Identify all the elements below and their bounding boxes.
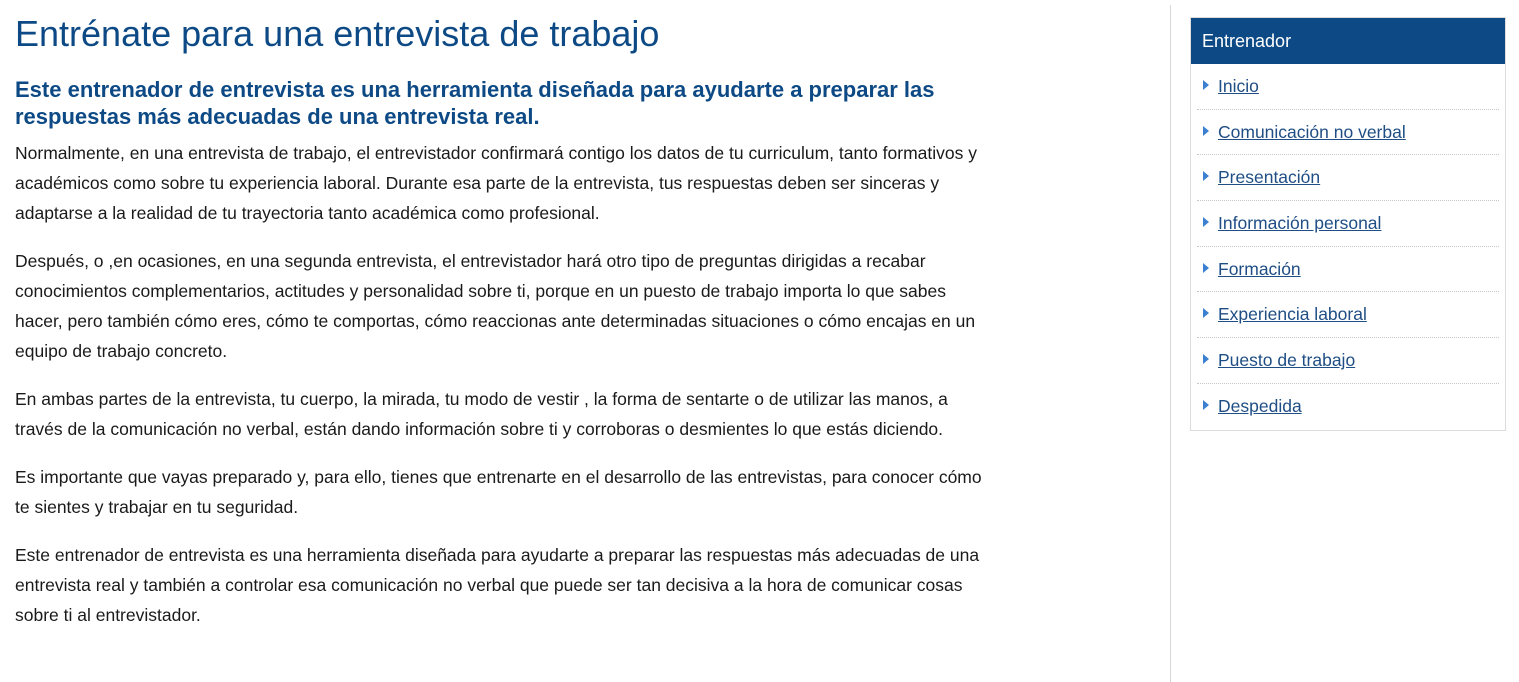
nav-link-puesto-de-trabajo[interactable]: Puesto de trabajo [1218, 350, 1356, 371]
sidebar-item-presentacion [1197, 155, 1499, 201]
paragraph-4: Es importante que vayas preparado y, para ello, tienes que entrenarte en el desarrollo de las entrevistas, para conocer cómo te sientes y trabajar en tu seguridad. [15, 467, 982, 517]
paragraph-3: En ambas partes de la entrevista, tu cuerpo, la mirada, tu modo de vestir , la forma de sentarte o de utilizar las manos, a través de la comunicación no verbal, están dando información sobre ti y corroboras o desmientes lo que estás diciendo. [15, 389, 948, 439]
nav-link-formacion[interactable]: Formación [1218, 258, 1301, 279]
nav-link-despedida[interactable]: Despedida [1218, 395, 1302, 416]
arrow-right-icon [1203, 171, 1209, 181]
sidebar-header: Entrenador [1191, 18, 1505, 64]
sidebar-item-puesto-de-trabajo [1197, 338, 1499, 384]
arrow-right-icon [1203, 80, 1209, 90]
paragraph-5: Este entrenador de entrevista es una herramienta diseñada para ayudarte a preparar las respuestas más adecuadas de una entrevista real y también a controlar esa comunicación no verbal que puede ser tan decisiva a la hora de comunicar cosas sobre ti al entrevistador. [15, 545, 980, 625]
sidebar-item-informacion-personal [1197, 201, 1499, 247]
nav-list [1191, 64, 1505, 430]
paragraph-2: Después, o ,en ocasiones, en una segunda entrevista, el entrevistador hará otro tipo de preguntas dirigidas a recabar conocimientos complementarios, actitudes y personalidad sobre ti, porque en un puesto de trabajo importa lo que sabes hacer, pero también cómo eres, cómo te comportas, cómo reaccionas ante determinadas situaciones o cómo encajas en un equipo de trabajo concreto. [15, 251, 976, 361]
vertical-divider [1170, 5, 1171, 682]
arrow-right-icon [1203, 126, 1209, 136]
page-title: Entrénate para una entrevista de trabajo [15, 13, 660, 54]
sidebar-item-comunicacion-no-verbal [1197, 110, 1499, 156]
sidebar-item-despedida [1197, 384, 1499, 430]
sidebar-nav [1190, 17, 1506, 431]
nav-link-presentacion[interactable]: Presentación [1218, 167, 1321, 188]
arrow-right-icon [1203, 354, 1209, 364]
sidebar-item-inicio [1197, 64, 1499, 110]
sidebar-item-formacion [1197, 247, 1499, 293]
nav-link-comunicacion-no-verbal[interactable]: Comunicación no verbal [1218, 121, 1406, 142]
arrow-right-icon [1203, 308, 1209, 318]
paragraph-1: Normalmente, en una entrevista de trabajo, el entrevistador confirmará contigo los datos de tu curriculum, tanto formativos y académicos como sobre tu experiencia laboral. Durante esa parte de la entrevista, tus respuestas deben ser sinceras y adaptarse a la realidad de tu trayectoria tanto académica como profesional. [15, 143, 977, 223]
nav-link-informacion-personal[interactable]: Información personal [1218, 213, 1382, 234]
arrow-right-icon [1203, 400, 1209, 410]
nav-link-experiencia-laboral[interactable]: Experiencia laboral [1218, 304, 1367, 325]
arrow-right-icon [1203, 217, 1209, 227]
nav-link-inicio[interactable]: Inicio [1218, 76, 1259, 96]
arrow-right-icon [1203, 263, 1209, 273]
sidebar-item-experiencia-laboral [1197, 292, 1499, 338]
main-content [15, 0, 985, 630]
lead-subtitle: Este entrenador de entrevista es una herramienta diseñada para ayudarte a preparar las respuestas más adecuadas de una entrevista real. [15, 77, 935, 129]
